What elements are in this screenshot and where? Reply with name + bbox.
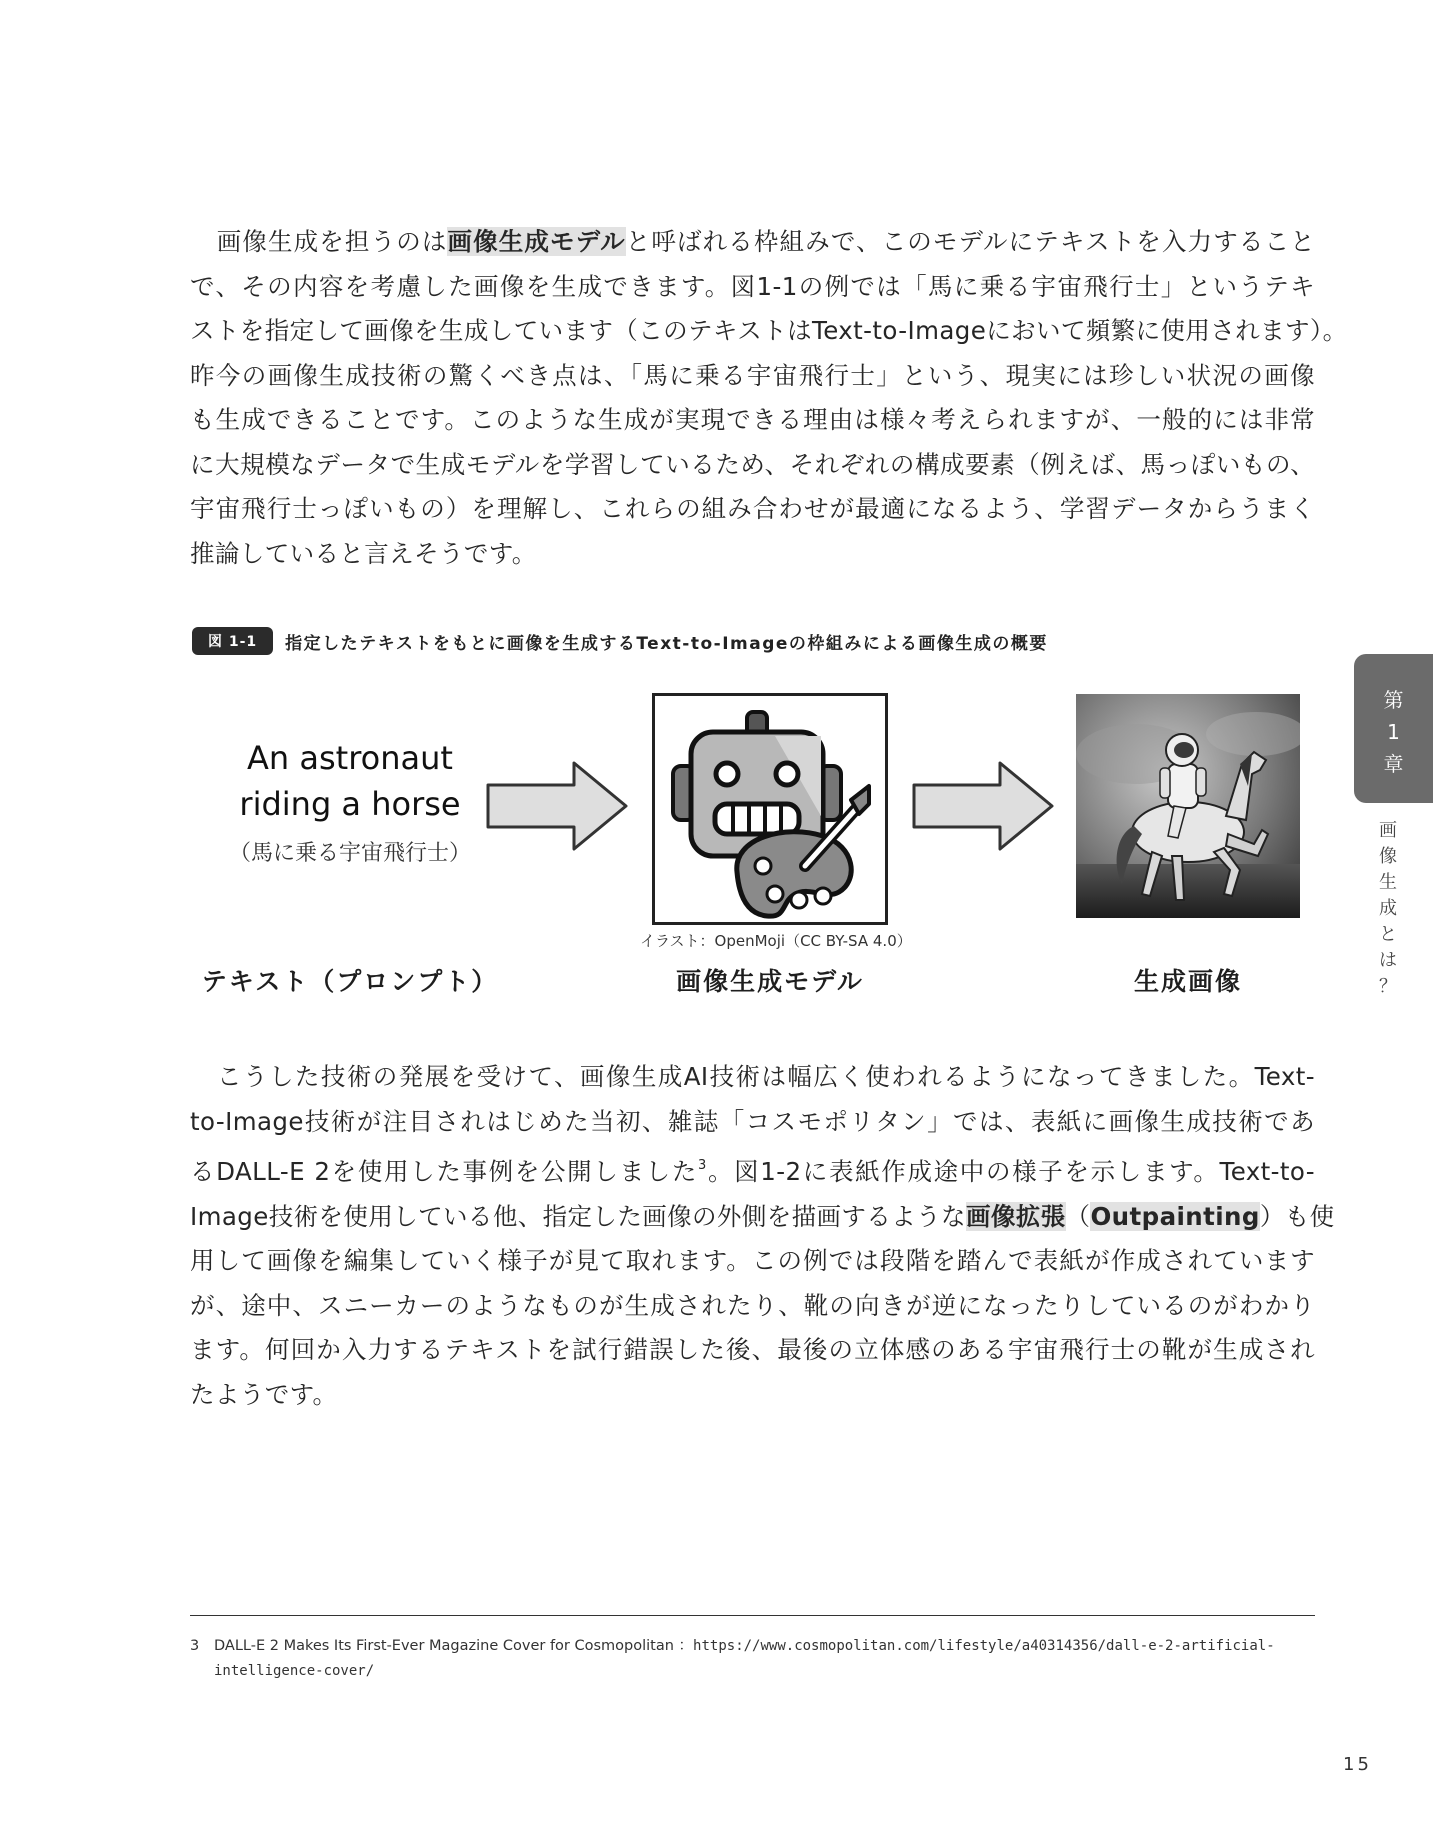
label-image-model: 画像生成モデル [676, 967, 864, 996]
footnote [190, 1634, 1315, 1684]
keyword-image-generation-model: 画像生成モデル [447, 227, 626, 256]
footnote-url[interactable]: https://www.cosmopolitan.com/lifestyle/a40314356/dall-e-2-artificial- [693, 1638, 1275, 1654]
keyword-outpainting: Outpainting [1090, 1201, 1260, 1231]
footnote-number: 3 [190, 1638, 200, 1654]
label-generated-image: 生成画像 [1133, 967, 1242, 996]
generated-astronaut-horse-image [1076, 694, 1300, 918]
footnote-url-continued[interactable]: intelligence-cover/ [214, 1663, 375, 1679]
prompt-translation: （馬に乗る宇宙飛行士） [228, 841, 471, 866]
footnote-text: DALL-E 2 Makes Its First-Ever Magazine Cover for Cosmopolitan ： [214, 1638, 694, 1654]
arrow-right-icon [912, 761, 1056, 851]
arrow-right-icon [486, 761, 630, 851]
footnote-divider [190, 1615, 1315, 1616]
footnote-ref: 3 [698, 1158, 707, 1173]
chapter-tab: 第 1 章 [1354, 654, 1433, 803]
figure-badge: 図 1-1 [192, 627, 273, 655]
robot-painter-icon [655, 696, 885, 922]
chapter-title-vertical: 画 像 生 成 と は ？ [1379, 820, 1397, 997]
figure-caption-text: 指定したテキストをもとに画像を生成するText-to-Imageの枠組みによる画像生成の概要 [285, 633, 1048, 654]
robot-model-illustration [652, 693, 888, 925]
page-number: 15 [1343, 1754, 1372, 1775]
keyword-image-extension: 画像拡張 [965, 1201, 1066, 1231]
paragraph-intro: 画像生成を担うのは画像生成モデルと呼ばれる枠組みで、このモデルにテキストを入力すること で、その内容を考慮した画像を生成できます。図1-1の例では「馬に乗る宇宙飛行士」というテキ ストを指定して画像を生成しています（このテキストはText-to-Imageにおいて頻繁に使用されます）。 昨今の画像生成技術の驚くべき点は、「馬に乗る宇宙飛行士」という、現実には珍しい状況の画像 も生成できることです。このような生成が実現できる理由は様々考えられますが、一般的には非常 に大規模なデータで生成モデルを学習しているため、それぞれの構成要素（例えば、馬っぽいもの、 宇宙飛行士っぽいもの）を理解し、これらの組み合わせが最適になるよう、学習データからうまく 推論していると言えそうです。 [190, 227, 1348, 568]
paragraph-applications: こうした技術の発展を受けて、画像生成AI技術は幅広く使われるようになってきました。Text- to-Image技術が注目されはじめた当初、雑誌「コスモポリタン」では、表紙に画像生成技術であ るDALL-E 2を使用した事例を公開しました$^3$。図1-2に表紙作成途中の様子を示します。Text-to- Image技術を使用している他、指定した画像の外側を描画するような画像拡張（Outpainting）も使 用して画像を編集していく様子が見て取れます。この例では段階を踏んで表紙が作成されています が、途中、スニーカーのようなものが生成されたり、靴の向きが逆になったりしているのがわかり ます。何回か入力するテキストを試行錯誤した後、最後の立体感のある宇宙飛行士の靴が生成され たようです。 [190, 1062, 1335, 1409]
figure-caption [192, 627, 1048, 655]
prompt-text: An astronaut riding a horse [239, 739, 461, 823]
illustration-credit: イラスト：OpenMoji（CC BY-SA 4.0） [640, 932, 912, 950]
label-text-prompt: テキスト（プロンプト） [201, 967, 499, 996]
